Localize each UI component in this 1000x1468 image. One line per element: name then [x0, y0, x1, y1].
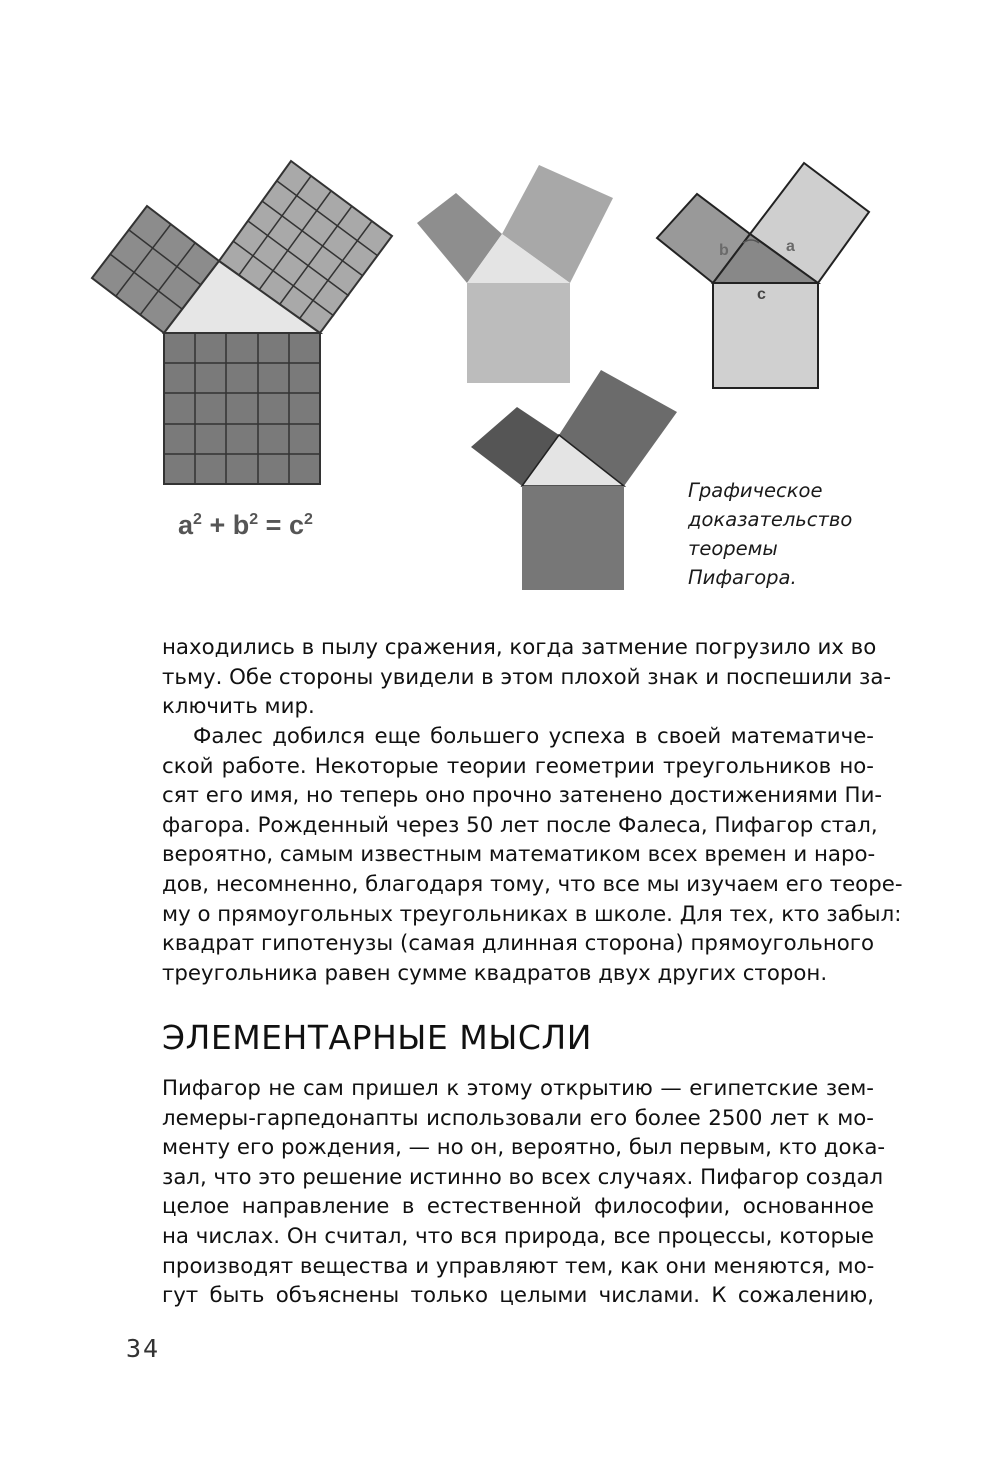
text-line: треугольника равен сумме квадратов двух других сторон. [162, 960, 828, 986]
page-number: 34 [126, 1334, 161, 1363]
text-line: гут быть объяснены только целыми числами. К сожалению, [162, 1283, 874, 1309]
text-line: находились в пылу сражения, когда затмение погрузило их во [162, 635, 877, 660]
text-line: му о прямоугольных треугольниках в школе. Для тех, кто забыл: [162, 901, 902, 927]
figure-caption [688, 476, 908, 592]
text-line: дов, несомненно, благодаря тому, что все мы изучаем его теоре- [162, 871, 903, 897]
caption-line: доказательство [688, 508, 853, 531]
section-heading: ЭЛЕМЕНТАРНЫЕ МЫСЛИ [162, 1018, 592, 1057]
text-line: лемеры-гарпедонапты использовали его более 2500 лет к мо- [162, 1105, 874, 1131]
paragraph-thales [162, 722, 903, 988]
formula-exp-b: 2 [249, 511, 259, 528]
caption-line: Пифагора. [688, 566, 797, 589]
labeled-diagram [657, 163, 869, 388]
label-a: a [786, 238, 795, 255]
text-line: на числах. Он считал, что вся природа, все процессы, которые [162, 1223, 874, 1249]
text-line: Фалес добился еще большего успеха в своей математиче- [193, 724, 874, 749]
formula-equals: = [265, 510, 282, 540]
text-line: зал, что это решение истинно во всех случаях. Пифагор создал [162, 1164, 884, 1190]
grid-diagram [92, 161, 392, 484]
text-line: квадрат гипотенузы (самая длинная сторона) прямоугольного [162, 931, 874, 957]
text-line: тьму. Обе стороны увидели в этом плохой знак и поспешили за- [162, 664, 892, 690]
text-line: сят его имя, но теперь оно прочно затенено достижениями Пи- [162, 783, 883, 809]
formula-exp-a: 2 [193, 511, 202, 528]
caption-line: Графическое [688, 479, 823, 502]
label-c: c [757, 286, 766, 303]
pythagorean-formula [178, 510, 313, 541]
label-b: b [719, 242, 729, 259]
text-line: Пифагор не сам пришел к этому открытию — египетские зем- [162, 1076, 874, 1101]
text-line: вероятно, самым известным математиком всех времен и наро- [162, 842, 876, 868]
caption-line: теоремы [688, 537, 778, 560]
formula-b: b [232, 510, 250, 540]
paragraph-pythagoras [162, 1074, 886, 1311]
text-line: фагора. Рожденный через 50 лет после Фалеса, Пифагор стал, [162, 812, 878, 838]
formula-exp-c: 2 [304, 511, 313, 528]
text-line: производят вещества и управляют тем, как они меняются, мо- [162, 1253, 875, 1279]
formula-plus: + [209, 510, 226, 540]
dark-diagram [471, 370, 677, 590]
text-line: ской работе. Некоторые теории геометрии треугольников но- [162, 753, 874, 779]
formula-c: c [288, 510, 304, 540]
light-diagram [417, 165, 613, 383]
text-line: целое направление в естественной философии, основанное [162, 1194, 874, 1220]
text-line: ключить мир. [162, 694, 315, 720]
formula-a: a [178, 510, 194, 540]
paragraph-continued [162, 633, 892, 722]
text-line: менту его рождения, — но он, вероятно, был первым, кто дока- [162, 1135, 886, 1161]
